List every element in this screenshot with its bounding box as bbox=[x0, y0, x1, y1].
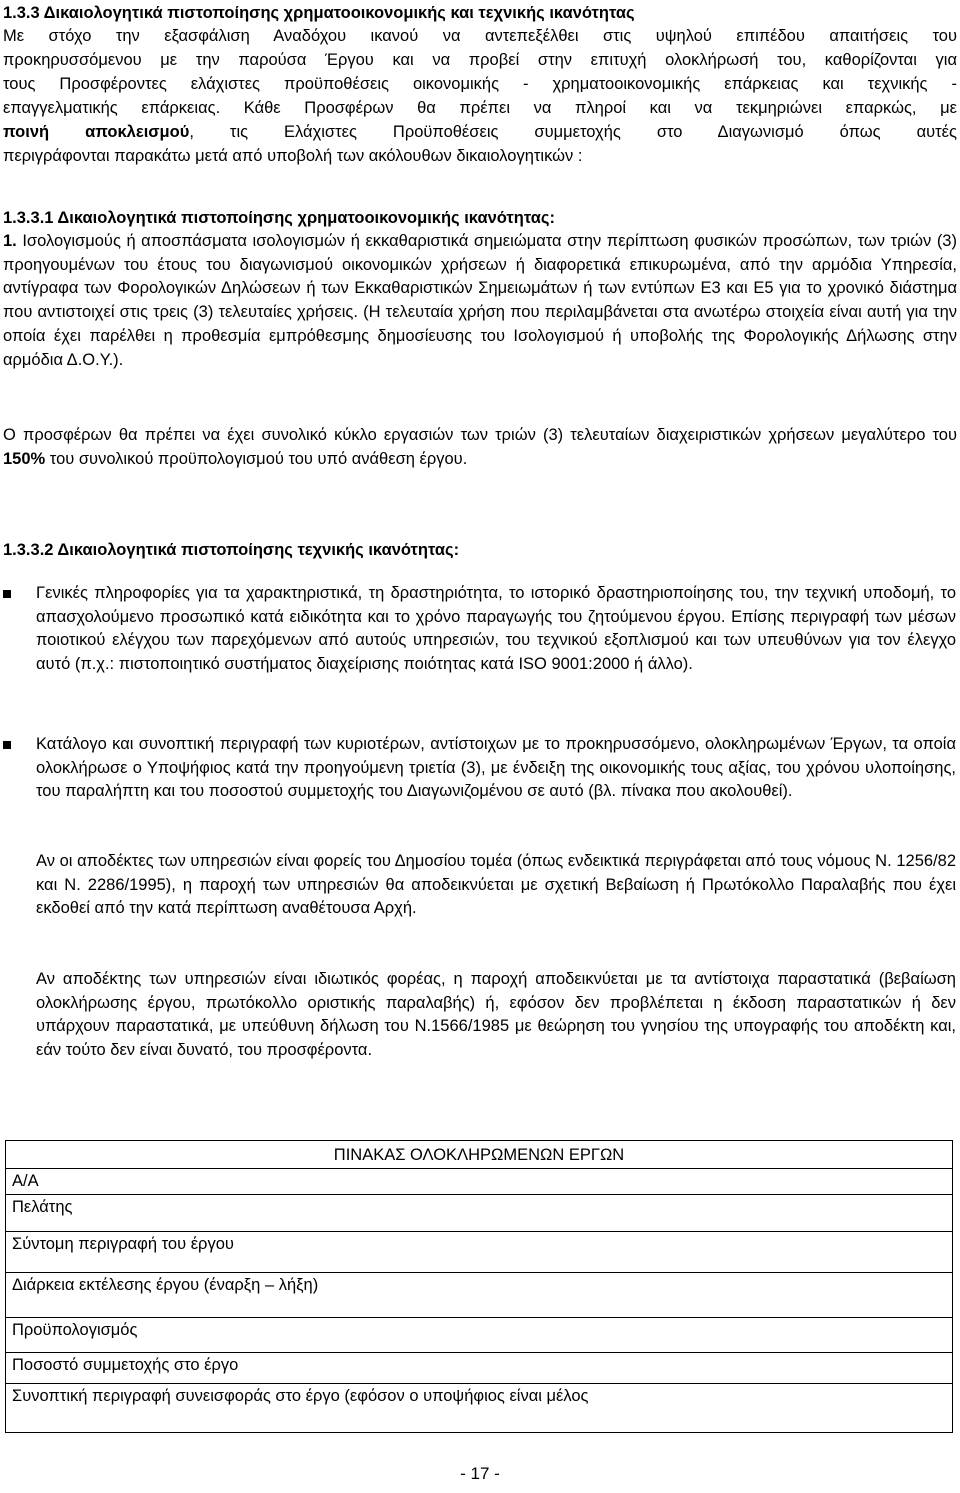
intro-line-5-rest: , τις Ελάχιστες Προϋποθέσεις συμμετοχής στο Διαγωνισμό όπως αυτές bbox=[189, 123, 957, 141]
private-sector-paragraph: Αν αποδέκτης των υπηρεσιών είναι ιδιωτικός φορέας, η παροχή αποδεικνύεται με τα αντίστοιχα παραστατικά (βεβαίωση ολοκλήρωσης έργου, πρωτόκολλο οριστικής παραλαβής) ή, εφόσον δεν προβλέπεται η έκδοση παραστατικών ή δεν υπάρχουν παραστατικά, με υπεύθυνη δήλωση του Ν.1566/1985 με θεώρηση του γνησίου της υπογραφής του αποδέκτη και, εάν τούτο δεν είναι δυνατό, του προσφέροντα. bbox=[36, 970, 956, 1060]
table-row-participation: Ποσοστό συμμετοχής στο έργο bbox=[6, 1353, 953, 1384]
section-heading: 1.3.3 Δικαιολογητικά πιστοποίησης χρηματοοικονομικής και τεχνικής ικανότητας bbox=[3, 4, 635, 22]
project-catalog-bullet: Κατάλογο και συνοπτική περιγραφή των κυριοτέρων, αντίστοιχων με το προκηρυσσόμενο, ολοκληρωμένων Έργων, τα οποία ολοκλήρωσε ο Υποψήφιος κατά την προηγούμενη τριετία (3), με ένδειξη της οικονομικής τους αξίας, του χρόνου υλοποίησης, του παραλήπτη και του ποσοστού συμμετοχής του Διαγωνιζομένου σε αυτό (βλ. πίνακα που ακολουθεί). bbox=[36, 735, 956, 801]
financial-requirements-text: Ισολογισμούς ή αποσπάσματα ισολογισμών ή εκκαθαριστικά σημειώματα στην περίπτωση φυσικών προσώπων, των τριών (3) προηγουμένων του έτους του διαγωνισμού οικονομικών χρήσεων ή διαφορετικά επικυρωμένα, από την αρμόδια Υπηρεσία, αντίγραφα των Φορολογικών Δηλώσεων ή των Εκκαθαριστικών Σημειωμάτων ή των εντύπων Ε3 και Ε5 για το χρονικό διάστημα που αντιστοιχεί στις τρεις (3) τελευταίες χρήσεις. (Η τελευταία χρήση που περιλαμβάνεται στα ανωτέρω στοιχεία είναι αυτή για την οποία έχει παρέλθει η προθεσμία εμπρόθεσμης δημοσίευσης του Ισολογισμού ή υποβολής της Φορολογικής Δήλωσης στην αρμόδια Δ.Ο.Υ.). bbox=[3, 232, 957, 369]
intro-bold-text: ποινή αποκλεισμού bbox=[3, 123, 190, 141]
intro-line-5 bbox=[3, 122, 957, 142]
intro-line-6: περιγράφονται παρακάτω μετά από υποβολή των ακόλουθων δικαιολογητικών : bbox=[3, 147, 583, 165]
item-number: 1. bbox=[3, 232, 17, 250]
intro-line-2: προκηρυσσόμενου με την παρούσα Έργου και να προβεί στην επιτυχή ολοκλήρωσή του, καθορίζονται για bbox=[3, 51, 957, 69]
table-title: ΠΙΝΑΚΑΣ ΟΛΟΚΛΗΡΩΜΕΝΩΝ ΕΡΓΩΝ bbox=[6, 1141, 953, 1169]
public-sector-paragraph: Αν οι αποδέκτες των υπηρεσιών είναι φορείς του Δημοσίου τομέα (όπως ενδεικτικά περιγράφεται από τους νόμους Ν. 1256/82 και Ν. 2286/1995), η παροχή των υπηρεσιών θα αποδεικνύεται με σχετική Βεβαίωση ή Πρωτόκολλο Παραλαβής που έχει εκδοθεί από την κατά περίπτωση αναθέτουσα Αρχή. bbox=[36, 852, 956, 918]
table-row-description: Σύντομη περιγραφή του έργου bbox=[6, 1232, 953, 1273]
square-bullet-icon bbox=[3, 741, 11, 749]
turnover-text-b: του συνολικού προϋπολογισμού του υπό ανάθεση έργου. bbox=[45, 449, 468, 468]
table-row-aa: Α/Α bbox=[6, 1169, 953, 1195]
turnover-text-a: Ο προσφέρων θα πρέπει να έχει συνολικό κύκλο εργασιών των τριών (3) τελευταίων διαχειριστικών χρήσεων μεγαλύτερο του bbox=[3, 426, 957, 444]
turnover-paragraph bbox=[3, 424, 957, 471]
subsection-2-heading: 1.3.3.2 Δικαιολογητικά πιστοποίησης τεχνικής ικανότητας: bbox=[3, 541, 460, 559]
table-row-client: Πελάτης bbox=[6, 1195, 953, 1232]
completed-projects-table bbox=[5, 1140, 953, 1433]
table-row-budget: Προϋπολογισμός bbox=[6, 1318, 953, 1353]
subsection-1-heading: 1.3.3.1 Δικαιολογητικά πιστοποίησης χρηματοοικονομικής ικανότητας: bbox=[3, 209, 555, 227]
financial-requirements-paragraph bbox=[3, 230, 957, 372]
table-row-contribution: Συνοπτική περιγραφή συνεισφοράς στο έργο (εφόσον ο υποψήφιος είναι μέλος bbox=[6, 1384, 953, 1433]
page-number: - 17 - bbox=[460, 1464, 500, 1483]
general-info-bullet: Γενικές πληροφορίες για τα χαρακτηριστικά, τη δραστηριότητα, το ιστορικό δραστηριοποίησης του, την τεχνική υποδομή, το απασχολούμενο προσωπικό κατά ειδικότητα και το χρόνο παραγωγής του ζητούμενου έργου. Επίσης περιγραφή των μέσων ποιοτικού ελέγχου των παρεχόμενων από αυτούς υπηρεσιών, του τεχνικού εξοπλισμού και των υπευθύνων για τον έλεγχο αυτό (π.χ.: πιστοποιητικό συστήματος διαχείρισης ποιότητας κατά ISO 9001:2000 ή άλλο). bbox=[36, 584, 956, 674]
intro-line-1: Με στόχο την εξασφάλιση Αναδόχου ικανού να αντεπεξέλθει στις υψηλού επιπέδου απαιτήσεις του bbox=[3, 27, 957, 45]
intro-line-3: τους Προσφέροντες ελάχιστες προϋποθέσεις οικονομικής - χρηματοοικονομικής επάρκειας και τεχνικής - bbox=[3, 75, 957, 93]
intro-line-4: επαγγελματικής επάρκειας. Κάθε Προσφέρων θα πρέπει να πληροί και να τεκμηριώνει επαρκώς, με bbox=[3, 99, 957, 117]
turnover-percent: 150% bbox=[3, 449, 46, 468]
table-row-duration: Διάρκεια εκτέλεσης έργου (έναρξη – λήξη) bbox=[6, 1273, 953, 1318]
square-bullet-icon bbox=[3, 590, 11, 598]
